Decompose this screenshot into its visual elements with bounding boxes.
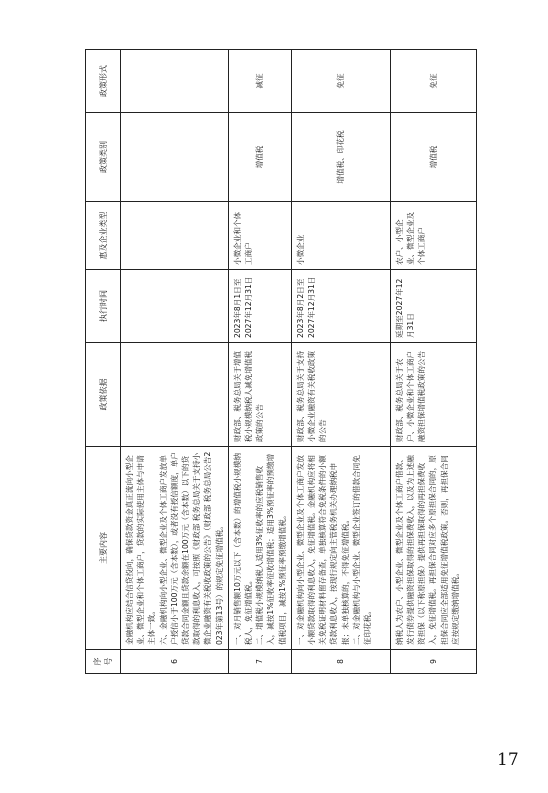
row-content bbox=[390, 447, 476, 650]
row-form bbox=[121, 50, 229, 113]
row-basis: 财政部、税务总局关于支持小微企业融资有关税收政策的公告 bbox=[291, 343, 390, 447]
row-num: 9 bbox=[390, 650, 476, 674]
row-period: 延期至2027年12月31日 bbox=[390, 270, 476, 343]
policy-table bbox=[85, 49, 477, 674]
row-beneficiary: 农户、小型企业、微型企业及个体工商户 bbox=[390, 202, 476, 270]
row-category: 增值税 bbox=[228, 113, 291, 202]
content-paragraph: 一、对金融机构向小型企业、微型企业及个体工商户发放小额贷款取得的利息收入，免征增值税。金融机构应将相关免税证明材料留存备查，单独核算符合免税条件的小额贷款利息收入，按现行规定向主管税务机关办理纳税申报；未单独核算的，不得免征增值税。 bbox=[295, 455, 350, 645]
row-beneficiary bbox=[121, 202, 229, 270]
row-period: 2023年8月1日至2027年12月31日 bbox=[228, 270, 291, 343]
header-basis: 政策依据 bbox=[86, 343, 121, 447]
row-period: 2023年8月2日至2027年12月31日 bbox=[291, 270, 390, 343]
row-form: 免征 bbox=[291, 50, 390, 113]
header-beneficiary: 惠及企业类型 bbox=[86, 202, 121, 270]
row-basis: 财政部、税务总局关于增值税小规模纳税人减免增值税政策的公告 bbox=[228, 343, 291, 447]
header-num: 序号 bbox=[86, 650, 121, 674]
page-number: 17 bbox=[497, 750, 519, 770]
table-row bbox=[291, 50, 390, 674]
content-paragraph: 纳税人为农户、小型企业、微型企业及个体工商户借款、发行债券提供融资担保取得的担保费收入，以及为上述融资担保（以下称原担保）提供再担保取得的再担保费收入，免征增值税。再担保合同对应多个原担保合同的，原担保合同应全部适用免征增值税政策。否则，再担保合同应按规定缴纳增值税。 bbox=[394, 455, 460, 645]
row-form: 减征 bbox=[228, 50, 291, 113]
row-basis: 财政部、税务总局关于农户、小微企业和个体工商户融资担保增值税政策的公告 bbox=[390, 343, 476, 447]
content-paragraph: 金融机构应结合信贷投向，确保贷款资金真正流向小型企业、微型企业和个体工商户，贷款的实际使用主体与申请主体一致。 bbox=[125, 455, 157, 645]
header-content: 主要内容 bbox=[86, 447, 121, 650]
table-row bbox=[228, 50, 291, 674]
table-header-row bbox=[86, 50, 121, 674]
row-content bbox=[291, 447, 390, 650]
row-num: 7 bbox=[228, 650, 291, 674]
row-beneficiary: 小微企业和个体工商户 bbox=[228, 202, 291, 270]
row-num: 6 bbox=[121, 650, 229, 674]
table-row bbox=[390, 50, 476, 674]
row-basis bbox=[121, 343, 229, 447]
content-paragraph: 二、对金融机构与小型企业、微型企业签订的借款合同免征印花税。 bbox=[351, 455, 373, 645]
header-form: 政策形式 bbox=[86, 50, 121, 113]
content-paragraph: 六、金融机构向小型企业、微型企业及个体工商户发放单户授信小于100万元（含本数），或者没有授信额度，单户贷款合同金额且贷款余额在100万元（含本数）以下的贷款取得的利息收入，可按照《财政部 税务总局关于支持小微企业融资有关税收政策的公告》（财政部 税务总局公告2023年第13号）的规定免征增值税。 bbox=[158, 451, 224, 645]
row-category bbox=[121, 113, 229, 202]
row-beneficiary: 小微企业 bbox=[291, 202, 390, 270]
row-category: 增值税、印花税 bbox=[291, 113, 390, 202]
content-paragraph: 一、对月销售额10万元以下（含本数）的增值税小规模纳税人，免征增值税。 bbox=[232, 453, 254, 645]
header-period: 执行时间 bbox=[86, 270, 121, 343]
row-category: 增值税 bbox=[390, 113, 476, 202]
row-period bbox=[121, 270, 229, 343]
rotated-table-wrapper bbox=[85, 50, 500, 674]
row-num: 8 bbox=[291, 650, 390, 674]
row-content bbox=[228, 447, 291, 650]
row-form: 免征 bbox=[390, 50, 476, 113]
header-category: 政策类别 bbox=[86, 113, 121, 202]
row-content bbox=[121, 447, 229, 650]
content-paragraph: 二、增值税小规模纳税人适用3%征收率的应税销售收入，减按1%征收率征收增值税；适用3%预征率的预缴增值税项目，减按1%预征率预缴增值税。 bbox=[255, 453, 287, 645]
table-row bbox=[121, 50, 229, 674]
